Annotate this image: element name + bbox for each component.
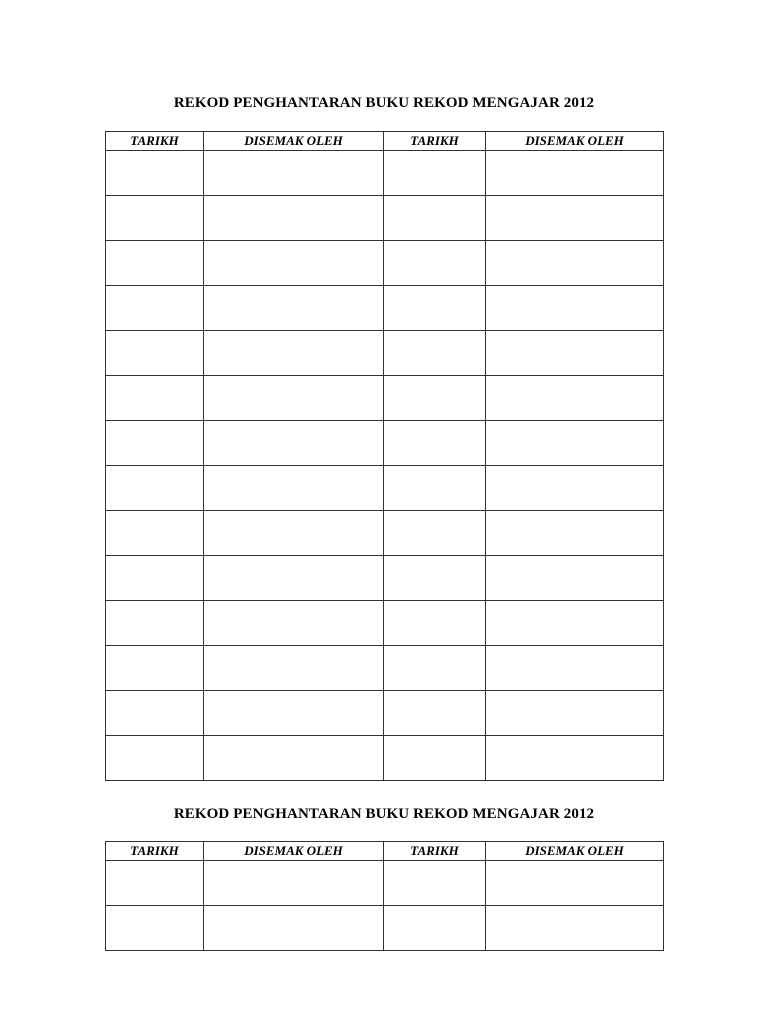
cell-tarikh (106, 556, 204, 601)
cell-tarikh (384, 151, 486, 196)
cell-tarikh (106, 736, 204, 781)
cell-disemak-oleh (486, 736, 664, 781)
header-disemak-oleh: DISEMAK OLEH (486, 842, 664, 861)
cell-disemak-oleh (204, 331, 384, 376)
table-row (106, 331, 664, 376)
cell-disemak-oleh (486, 331, 664, 376)
cell-disemak-oleh (486, 556, 664, 601)
cell-disemak-oleh (486, 601, 664, 646)
cell-disemak-oleh (486, 646, 664, 691)
cell-tarikh (106, 646, 204, 691)
cell-disemak-oleh (204, 736, 384, 781)
table-row (106, 151, 664, 196)
cell-tarikh (384, 906, 486, 951)
table-row (106, 196, 664, 241)
cell-disemak-oleh (204, 376, 384, 421)
table-row (106, 736, 664, 781)
header-tarikh: TARIKH (106, 842, 204, 861)
cell-tarikh (384, 601, 486, 646)
cell-tarikh (106, 286, 204, 331)
cell-tarikh (384, 511, 486, 556)
cell-disemak-oleh (486, 151, 664, 196)
record-title: REKOD PENGHANTARAN BUKU REKOD MENGAJAR 2012 (173, 806, 595, 822)
cell-disemak-oleh (486, 906, 664, 951)
table-row (106, 511, 664, 556)
table-row (106, 376, 664, 421)
cell-disemak-oleh (204, 906, 384, 951)
cell-disemak-oleh (204, 601, 384, 646)
cell-disemak-oleh (486, 861, 664, 906)
table-row (106, 691, 664, 736)
cell-tarikh (106, 421, 204, 466)
cell-disemak-oleh (204, 421, 384, 466)
cell-disemak-oleh (486, 196, 664, 241)
cell-tarikh (384, 556, 486, 601)
table-row (106, 466, 664, 511)
record-table (105, 841, 664, 951)
table-row (106, 556, 664, 601)
cell-disemak-oleh (204, 151, 384, 196)
cell-disemak-oleh (204, 286, 384, 331)
cell-tarikh (106, 511, 204, 556)
cell-disemak-oleh (204, 196, 384, 241)
cell-tarikh (106, 861, 204, 906)
cell-tarikh (106, 196, 204, 241)
cell-tarikh (106, 376, 204, 421)
cell-tarikh (384, 421, 486, 466)
cell-disemak-oleh (204, 861, 384, 906)
header-tarikh: TARIKH (106, 132, 204, 151)
cell-tarikh (384, 736, 486, 781)
header-disemak-oleh: DISEMAK OLEH (204, 132, 384, 151)
cell-tarikh (106, 906, 204, 951)
cell-disemak-oleh (486, 421, 664, 466)
cell-disemak-oleh (486, 511, 664, 556)
table-row (106, 906, 664, 951)
cell-disemak-oleh (204, 556, 384, 601)
cell-tarikh (106, 331, 204, 376)
cell-tarikh (106, 691, 204, 736)
table-row (106, 421, 664, 466)
cell-tarikh (106, 151, 204, 196)
cell-disemak-oleh (204, 646, 384, 691)
header-row (106, 132, 664, 151)
cell-tarikh (384, 376, 486, 421)
cell-disemak-oleh (204, 241, 384, 286)
table-row (106, 861, 664, 906)
cell-tarikh (384, 691, 486, 736)
record-title: REKOD PENGHANTARAN BUKU REKOD MENGAJAR 2012 (173, 95, 595, 111)
cell-disemak-oleh (204, 466, 384, 511)
cell-tarikh (384, 331, 486, 376)
cell-tarikh (106, 241, 204, 286)
cell-disemak-oleh (204, 691, 384, 736)
cell-tarikh (384, 466, 486, 511)
cell-disemak-oleh (486, 376, 664, 421)
record-table (105, 131, 664, 781)
header-disemak-oleh: DISEMAK OLEH (486, 132, 664, 151)
cell-tarikh (106, 601, 204, 646)
table-row (106, 646, 664, 691)
cell-disemak-oleh (486, 691, 664, 736)
header-tarikh: TARIKH (384, 842, 486, 861)
header-disemak-oleh: DISEMAK OLEH (204, 842, 384, 861)
cell-tarikh (384, 241, 486, 286)
cell-tarikh (384, 196, 486, 241)
cell-disemak-oleh (204, 511, 384, 556)
cell-tarikh (384, 286, 486, 331)
cell-disemak-oleh (486, 241, 664, 286)
cell-tarikh (384, 861, 486, 906)
cell-tarikh (106, 466, 204, 511)
header-row (106, 842, 664, 861)
table-row (106, 241, 664, 286)
table-row (106, 601, 664, 646)
cell-disemak-oleh (486, 286, 664, 331)
table-row (106, 286, 664, 331)
cell-tarikh (384, 646, 486, 691)
cell-disemak-oleh (486, 466, 664, 511)
header-tarikh: TARIKH (384, 132, 486, 151)
